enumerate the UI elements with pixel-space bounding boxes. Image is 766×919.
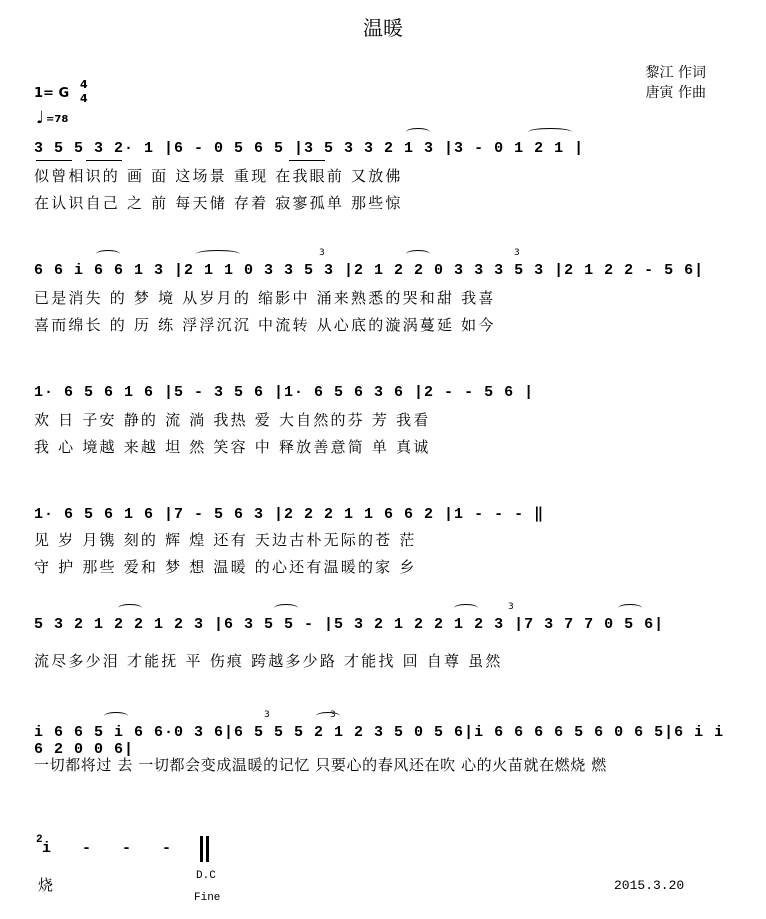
staff-3-lyrics-verse-1: 欢 日 子安 静的 流 淌 我热 爱 大自然的芬 芳 我看 — [34, 411, 431, 429]
triplet-mark: 3 — [319, 248, 325, 258]
staff-1-lyrics-verse-2: 在认识自己 之 前 每天储 存着 寂寥孤单 那些惊 — [34, 194, 403, 212]
staff-1-lyrics-verse-1: 似曾相识的 画 面 这场景 重现 在我眼前 又放佛 — [34, 167, 403, 185]
triplet-mark: 3 — [330, 710, 336, 720]
underline — [36, 160, 72, 161]
end-barline — [206, 836, 209, 862]
staff-5-notes: 5 3 2 1 2 2 1 2 3 |6 3 5 5 - |5 3 2 1 2 2 1 2 3 |7 3 7 7 0 5 6| — [34, 616, 665, 633]
tie-arc — [528, 128, 572, 136]
dc-marking: D.C — [196, 870, 216, 882]
fine-marking: Fine — [194, 892, 221, 904]
tie-arc — [104, 712, 128, 720]
staff-6-lyrics: 一切都将过 去 一切都会变成温暖的记忆 只要心的春风还在吹 心的火苗就在燃烧 燃 — [34, 756, 607, 774]
staff-2-lyrics-verse-2: 喜而绵长 的 历 练 浮浮沉沉 中流转 从心底的漩涡蔓延 如今 — [34, 316, 496, 334]
lyricist-credit: 黎江 作词 — [645, 65, 706, 81]
triplet-mark: 3 — [508, 602, 514, 612]
staff-2-notes: 6 6 i 6 6 1 3 |2 1 1 0 3 3 5 3 |2 1 2 2 0 3 3 3 5 3 |2 1 2 2 - 5 6| — [34, 262, 705, 279]
tie-arc — [274, 604, 298, 612]
tie-arc — [454, 604, 478, 612]
staff-5-lyrics: 流尽多少泪 才能抚 平 伤痕 跨越多少路 才能找 回 自尊 虽然 — [34, 652, 503, 670]
staff-4-notes: 1· 6 5 6 1 6 |7 - 5 6 3 |2 2 2 1 1 6 6 2 |1 - - - ‖ — [34, 506, 545, 523]
triplet-mark: 3 — [264, 710, 270, 720]
tempo-note-icon: ♩ — [36, 108, 45, 128]
tie-arc — [618, 604, 642, 612]
tie-arc — [406, 128, 430, 136]
staff-4-lyrics-verse-1: 见 岁 月镌 刻的 辉 煌 还有 天边古朴无际的苍 茫 — [34, 531, 417, 549]
tie-arc — [196, 250, 240, 258]
time-signature-bottom: 4 — [80, 92, 88, 105]
staff-4-lyrics-verse-2: 守 护 那些 爱和 梦 想 温暖 的心还有温暖的家 乡 — [34, 558, 417, 576]
end-barline — [200, 836, 203, 862]
staff-3-lyrics-verse-2: 我 心 境越 来越 坦 然 笑容 中 释放善意简 单 真诚 — [34, 438, 431, 456]
tempo-value: =78 — [46, 114, 69, 125]
staff-1-notes: 3 5 5 3 2· 1 |6 - 0 5 6 5 |3 5 3 3 2 1 3 |3 - 0 1 2 1 | — [34, 140, 585, 157]
tie-arc — [118, 604, 142, 612]
final-notes: i - - - — [42, 840, 173, 857]
triplet-mark: 3 — [514, 248, 520, 258]
grace-note: 2 — [36, 834, 43, 846]
underline — [289, 160, 325, 161]
tie-arc — [316, 712, 340, 720]
key-signature: 1= G — [34, 86, 70, 101]
final-lyric: 烧 — [38, 876, 54, 894]
composer-credit: 唐寅 作曲 — [645, 85, 706, 101]
time-signature-top: 4 — [80, 78, 88, 91]
tie-arc — [406, 250, 430, 258]
staff-2-lyrics-verse-1: 已是消失 的 梦 境 从岁月的 缩影中 涌来熟悉的哭和甜 我喜 — [34, 289, 496, 307]
composition-date: 2015.3.20 — [614, 878, 685, 893]
underline — [86, 160, 122, 161]
song-title: 温暖 — [363, 16, 403, 40]
tie-arc — [96, 250, 120, 258]
staff-3-notes: 1· 6 5 6 1 6 |5 - 3 5 6 |1· 6 5 6 3 6 |2 - - 5 6 | — [34, 384, 535, 401]
staff-6-notes: i 6 6 5 i 6 6·0 3 6|6 5 5 5 2 1 2 3 5 0 5 6|i 6 6 6 6 5 6 0 6 5|6 i i 6 2 0 0 6| — [34, 724, 725, 758]
